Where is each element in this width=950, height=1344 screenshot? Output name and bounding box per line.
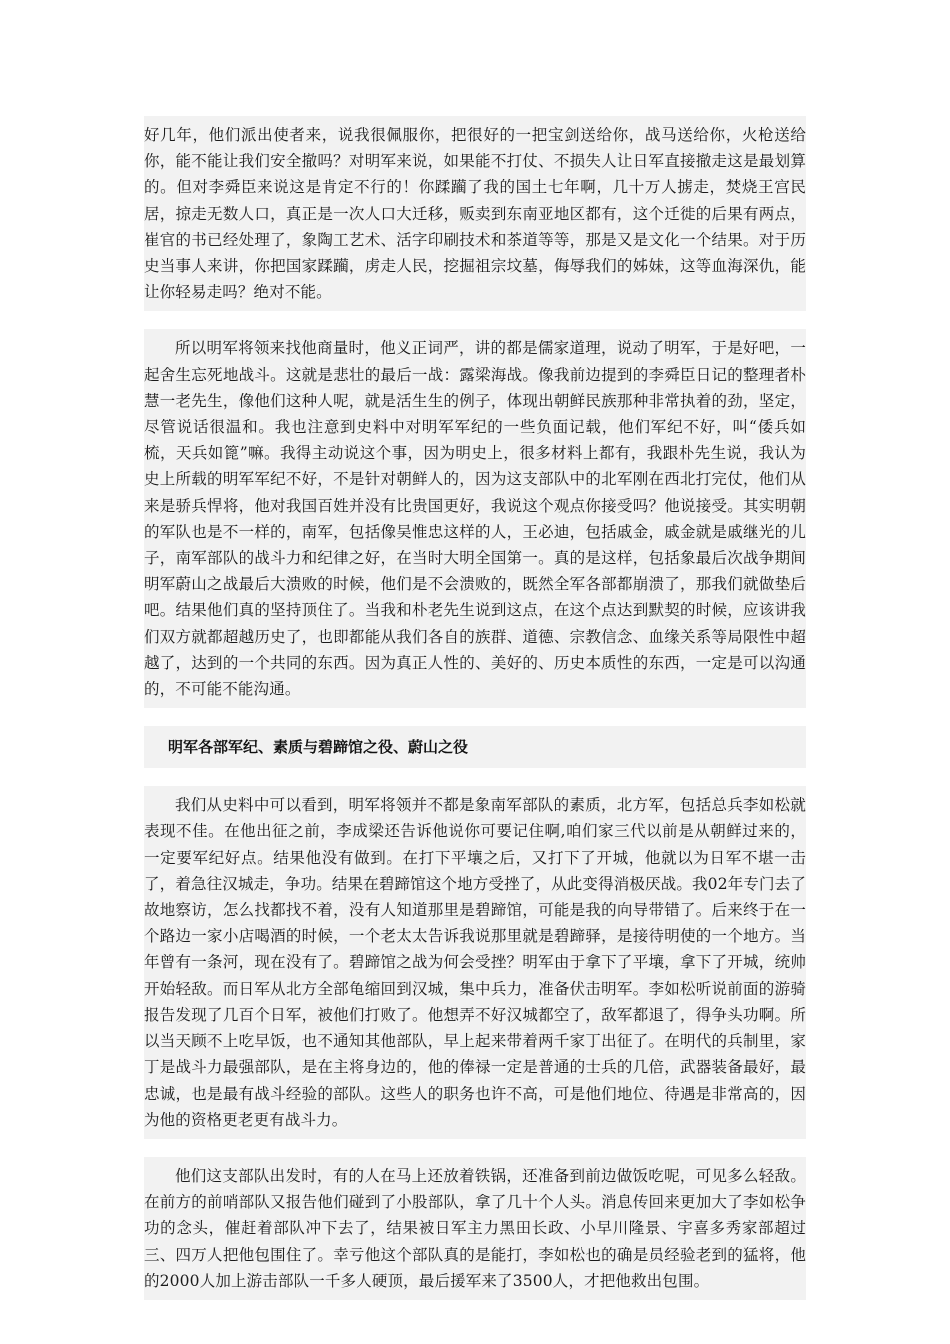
paragraph-2: 所以明军将领来找他商量时，他义正词严，讲的都是儒家道理，说动了明军，于是好吧，一起舍生忘死地战斗。这就是悲壮的最后一战：露梁海战。像我前边提到的李舜臣日记的整理者朴慧一老先生，像他们这种人呢，就是活生生的例子，体现出朝鲜民族那种非常执着的劲，坚定，尽管说话很温和。我也注意到史料中对明军军纪的一些负面记载，他们军纪不好，叫“倭兵如梳，天兵如篦”嘛。我得主动说这个事，因为明史上，很多材料上都有，我跟朴先生说，我认为史上所载的明军军纪不好，不是针对朝鲜人的，因为这支部队中的北军刚在西北打完仗，他们从来是骄兵悍将，他对我国百姓并没有比贵国更好，我说这个观点你接受吗？他说接受。其实明朝的军队也是不一样的，南军，包括像吴惟忠这样的人，王必迪，包括戚金，戚金就是戚继光的儿子，南军部队的战斗力和纪律之好，在当时大明全国第一。真的是这样，包括象最后次战争期间明军蔚山之战最后大溃败的时候，他们是不会溃败的，既然全军各部都崩溃了，那我们就做垫后吧。结果他们真的坚持顶住了。当我和朴老先生说到这点，在这个点达到默契的时候，应该讲我们双方就都超越历史了，也即都能从我们各自的族群、道德、宗教信念、血缘关系等局限性中超越了，达到的一个共同的东西。因为真正人性的、美好的、历史本质性的东西，一定是可以沟通的，不可能不能沟通。 (144, 339, 806, 699)
document-body (144, 116, 806, 1300)
section-heading: 明军各部军纪、素质与碧蹄馆之役、蔚山之役 (168, 738, 469, 757)
paragraph-1: 好几年，他们派出使者来，说我很佩服你，把很好的一把宝剑送给你，战马送给你，火枪送给你，能不能让我们安全撤吗？对明军来说，如果能不打仗、不损失人让日军直接撤走这是最划算的。但对李舜臣来说这是肯定不行的！你蹂躏了我的国土七年啊，几十万人掳走，焚烧王宫民居，掠走无数人口，真正是一次人口大迁移，贩卖到东南亚地区都有，这个迁徙的后果有两点，崔官的书已经处理了，象陶工艺术、活字印刷技术和茶道等等，那是又是文化一个结果。对于历史当事人来讲，你把国家蹂躏，虏走人民，挖掘祖宗坟墓，侮辱我们的姊妹，这等血海深仇，能让你轻易走吗？绝对不能。 (144, 126, 806, 302)
paragraph-gap (144, 1139, 806, 1157)
paragraph-gap (144, 708, 806, 726)
paragraph-gap (144, 311, 806, 329)
paragraph-gap (144, 768, 806, 786)
paragraph-4: 他们这支部队出发时，有的人在马上还放着铁锅，还准备到前边做饭吃呢，可见多么轻敌。在前方的前哨部队又报告他们碰到了小股部队，拿了几十个人头。消息传回来更加大了李如松争功的念头，催赶着部队冲下去了，结果被日军主力黑田长政、小早川隆景、宇喜多秀家部超过三、四万人把他包围住了。幸亏他这个部队真的是能打，李如松也的确是员经验老到的猛将，他的2000人加上游击部队一千多人硬顶，最后援军来了3500人，才把他救出包围。 (144, 1166, 806, 1290)
paragraph-3: 我们从史料中可以看到，明军将领并不都是象南军部队的素质，北方军，包括总兵李如松就表现不佳。在他出征之前，李成梁还告诉他说你可要记住啊,咱们家三代以前是从朝鲜过来的，一定要军纪好点。结果他没有做到。在打下平壤之后，又打下了开城，他就以为日军不堪一击了，着急往汉城走，争功。结果在碧蹄馆这个地方受挫了，从此变得消极厌战。我02年专门去了故地察访，怎么找都找不着，没有人知道那里是碧蹄馆，可能是我的向导带错了。后来终于在一个路边一家小店喝酒的时候，一个老太太告诉我说那里就是碧蹄驿，是接待明使的一个地方。当年曾有一条河，现在没有了。碧蹄馆之战为何会受挫？明军由于拿下了平壤，拿下了开城，统帅开始轻敌。而日军从北方全部龟缩回到汉城，集中兵力，准备伏击明军。李如松听说前面的游骑报告发现了几百个日军，被他们打败了。他想弄不好汉城都空了，敌军都退了，得争头功啊。所以当天顾不上吃早饭，也不通知其他部队，早上起来带着两千家丁出征了。在明代的兵制里，家丁是战斗力最强部队，是在主将身边的，他的俸禄一定是普通的士兵的几倍，武器装备最好，最忠诚，也是最有战斗经验的部队。这些人的职务也许不高，可是他们地位、待遇是非常高的，因为他的资格更老更有战斗力。 (144, 796, 806, 1129)
